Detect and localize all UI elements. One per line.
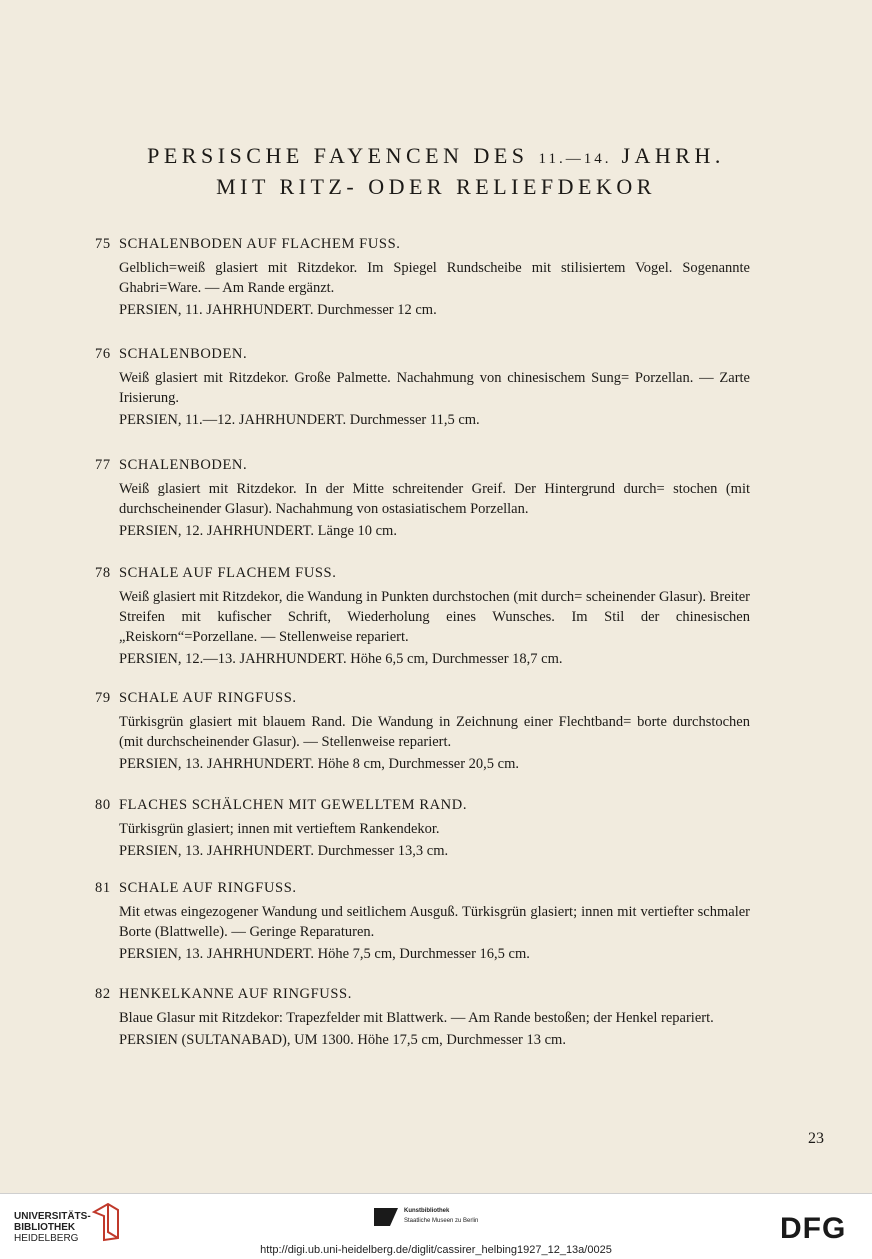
entry-title: SCHALE AUF RINGFUSS. bbox=[119, 880, 297, 896]
entry-number: 77 bbox=[95, 457, 111, 473]
catalog-entry bbox=[95, 986, 750, 1049]
permalink-url[interactable]: http://digi.ub.uni-heidelberg.de/diglit/cassirer_helbing1927_12_13a/0025 bbox=[260, 1244, 612, 1256]
entry-origin: PERSIEN, 11.—12. JAHRHUNDERT. Durchmesser 11,5 cm. bbox=[119, 412, 480, 428]
entry-title: FLACHES SCHÄLCHEN MIT GEWELLTEM RAND. bbox=[119, 797, 468, 813]
heading-line-2: MIT RITZ- ODER RELIEFDEKOR bbox=[216, 174, 656, 199]
entry-title: HENKELKANNE AUF RINGFUSS. bbox=[119, 986, 352, 1002]
kunstbibliothek-label: Kunstbibliothek Staatliche Museen zu Berlin bbox=[404, 1208, 479, 1224]
entry-origin: PERSIEN, 12. JAHRHUNDERT. Länge 10 cm. bbox=[119, 523, 397, 539]
entry-number: 78 bbox=[95, 565, 111, 581]
ub-heidelberg-label: UNIVERSITÄTS- BIBLIOTHEK HEIDELBERG bbox=[14, 1211, 91, 1244]
entry-origin: PERSIEN, 13. JAHRHUNDERT. Durchmesser 13,3 cm. bbox=[119, 843, 449, 859]
entry-title: SCHALENBODEN AUF FLACHEM FUSS. bbox=[119, 236, 401, 252]
catalog-entry bbox=[95, 880, 750, 963]
catalog-entry bbox=[95, 346, 750, 429]
entry-number: 75 bbox=[95, 236, 111, 252]
entry-origin: PERSIEN, 13. JAHRHUNDERT. Höhe 7,5 cm, Durchmesser 16,5 cm. bbox=[119, 946, 530, 962]
catalog-entry bbox=[95, 797, 750, 860]
entry-description: Mit etwas eingezogener Wandung und seitlichem Ausguß. Türkisgrün glasiert; innen mit vertiefter schmaler Borte (Blattwelle). — Geringe Reparaturen. bbox=[119, 904, 750, 940]
kunstbibliothek-logo-icon bbox=[372, 1204, 400, 1228]
heading-centuries: 11.—14. bbox=[538, 151, 612, 167]
entry-title: SCHALENBODEN. bbox=[119, 346, 248, 362]
entry-description: Türkisgrün glasiert mit blauem Rand. Die Wandung in Zeichnung einer Flechtband= borte durchstochen (mit durchscheinender Glasur). — Stellenweise repariert. bbox=[119, 714, 750, 750]
entry-number: 81 bbox=[95, 880, 111, 896]
entry-description: Türkisgrün glasiert; innen mit vertieftem Rankendekor. bbox=[119, 821, 440, 837]
entry-origin: PERSIEN (SULTANABAD), UM 1300. Höhe 17,5 cm, Durchmesser 13 cm. bbox=[119, 1032, 566, 1048]
heading-text-a: PERSISCHE FAYENCEN DES bbox=[147, 143, 529, 168]
ub-heidelberg-logo-icon bbox=[88, 1202, 124, 1242]
entry-origin: PERSIEN, 13. JAHRHUNDERT. Höhe 8 cm, Durchmesser 20,5 cm. bbox=[119, 756, 519, 772]
entry-origin: PERSIEN, 12.—13. JAHRHUNDERT. Höhe 6,5 cm, Durchmesser 18,7 cm. bbox=[119, 651, 563, 667]
catalog-entry bbox=[95, 565, 750, 668]
entry-description: Gelblich=weiß glasiert mit Ritzdekor. Im Spiegel Rundscheibe mit stilisiertem Vogel. Sogenannte Ghabri=Ware. — Am Rande ergänzt. bbox=[119, 260, 750, 296]
dfg-logo: DFG bbox=[780, 1212, 847, 1245]
entry-title: SCHALENBODEN. bbox=[119, 457, 248, 473]
catalog-entry bbox=[95, 457, 750, 540]
heading-line-1 bbox=[0, 143, 872, 169]
catalog-entry bbox=[95, 690, 750, 773]
entry-description: Blaue Glasur mit Ritzdekor: Trapezfelder mit Blattwerk. — Am Rande bestoßen; der Henkel repariert. bbox=[119, 1010, 714, 1026]
entry-origin: PERSIEN, 11. JAHRHUNDERT. Durchmesser 12 cm. bbox=[119, 302, 437, 318]
entry-number: 82 bbox=[95, 986, 111, 1002]
entry-description: Weiß glasiert mit Ritzdekor. In der Mitte schreitender Greif. Der Hintergrund durch= stochen (mit durchscheinender Glasur). Nachahmung von ostasiatischem Porzellan. bbox=[119, 481, 750, 517]
page-number: 23 bbox=[808, 1130, 824, 1147]
entry-number: 76 bbox=[95, 346, 111, 362]
entry-title: SCHALE AUF RINGFUSS. bbox=[119, 690, 297, 706]
catalog-entry bbox=[95, 236, 750, 319]
heading-text-b: JAHRH. bbox=[621, 143, 725, 168]
entry-description: Weiß glasiert mit Ritzdekor. Große Palmette. Nachahmung von chinesischem Sung= Porzellan. — Zarte Irisierung. bbox=[119, 370, 750, 406]
entry-number: 80 bbox=[95, 797, 111, 813]
entry-number: 79 bbox=[95, 690, 111, 706]
entry-title: SCHALE AUF FLACHEM FUSS. bbox=[119, 565, 337, 581]
digitization-footer bbox=[0, 1193, 872, 1259]
entry-description: Weiß glasiert mit Ritzdekor, die Wandung in Punkten durchstochen (mit durch= scheinender Glasur). Breiter Streifen mit kufischer Schrift, Wiederholung eines Wunsches. Im Stil der chinesischen „Reiskorn“=Porzellane. — Stellenweise repariert. bbox=[119, 589, 750, 645]
